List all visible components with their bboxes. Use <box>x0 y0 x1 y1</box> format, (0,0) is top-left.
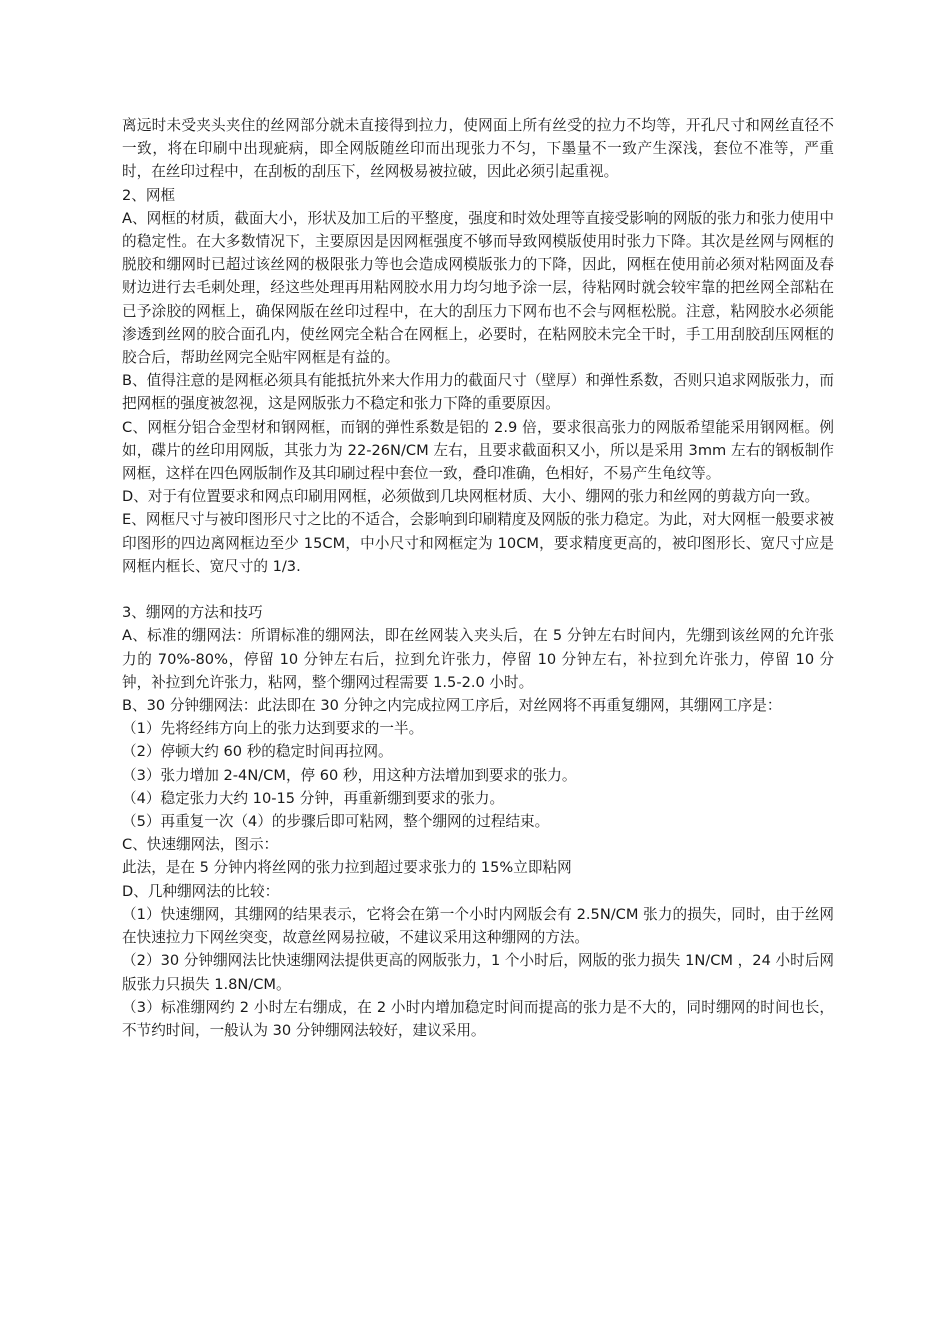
section-3-step-2: （2）停顿大约 60 秒的稳定时间再拉网。 <box>122 743 393 761</box>
section-3-paragraph-d: D、几种绷网法的比较： <box>122 882 280 900</box>
intro-paragraph: 离远时未受夹头夹住的丝网部分就未直接得到拉力，使网面上所有丝受的拉力不均等，开孔尺寸和网丝直径不一致，将在印刷中出现疵病，即全网版随丝印而出现张力不匀，下墨量不一致产生深浅，套位不准等，严重时，在丝印过程中，在刮板的刮压下，丝网极易被拉破，因此必须引起重视。 <box>122 117 834 181</box>
section-2-paragraph-e: E、网框尺寸与被印图形尺寸之比的不适合，会影响到印刷精度及网版的张力稳定。为此，对大网框一般要求被印图形的四边离网框边至少 15CM，中小尺寸和网框定为 10CM，要求精度更高的，被印图形长、宽尺寸应是网框内框长、宽尺寸的 1/3. <box>122 511 834 575</box>
section-3-comparison-2: （2）30 分钟绷网法比快速绷网法提供更高的网版张力，1 个小时后，网版的张力损失 1N/CM ，24 小时后网版张力只损失 1.8N/CM。 <box>122 952 834 993</box>
section-3-step-3: （3）张力增加 2-4N/CM，停 60 秒，用这种方法增加到要求的张力。 <box>122 766 577 784</box>
section-3-step-1: （1）先将经纬方向上的张力达到要求的一半。 <box>122 720 424 738</box>
section-2-paragraph-b: B、值得注意的是网框必须具有能抵抗外来大作用力的截面尺寸（壁厚）和弹性系数，否则只追求网版张力，而把网框的强度被忽视，这是网版张力不稳定和张力下降的重要原因。 <box>122 372 834 413</box>
section-3-paragraph-c: C、快速绷网法，图示： <box>122 836 279 854</box>
section-3-paragraph-b: B、30 分钟绷网法：此法即在 30 分钟之内完成拉网工序后，对丝网将不再重复绷网，其绷网工序是： <box>122 697 782 715</box>
section-3-paragraph-a: A、标准的绷网法：所谓标准的绷网法，即在丝网装入夹头后，在 5 分钟左右时间内，先绷到该丝网的允许张力的 70%-80%，停留 10 分钟左右后，拉到允许张力，停留 10 分钟左右，补拉到允许张力，停留 10 分钟，补拉到允许张力，粘网，整个绷网过程需要 1.5-2.0 小时。 <box>122 627 834 691</box>
document-body <box>122 114 834 1042</box>
section-3-step-4: （4）稳定张力大约 10-15 分钟，再重新绷到要求的张力。 <box>122 789 505 807</box>
section-2-paragraph-a: A、网框的材质，截面大小，形状及加工后的平整度，强度和时效处理等直接受影响的网版的张力和张力使用中的稳定性。在大多数情况下，主要原因是因网框强度不够而导致网模版使用时张力下降。其次是丝网与网框的脱胶和绷网时已超过该丝网的极限张力等也会造成网模版张力的下降，因此，网框在使用前必须对粘网面及春财边进行去毛刺处理，经这些处理再用粘网胶水用力均匀地予涂一层，待粘网时就会较牢靠的把丝网全部粘在已予涂胶的网框上，确保网版在丝印过程中，在大的刮压力下网布也不会与网框松脱。注意，粘网胶水必须能渗透到丝网的胶合面孔内，使丝网完全粘合在网框上，必要时，在粘网胶未完全干时，手工用刮胶刮压网框的胶合后，帮助丝网完全贴牢网框是有益的。 <box>122 209 834 367</box>
section-3-heading: 3、绷网的方法和技巧 <box>122 604 263 622</box>
section-2-paragraph-d: D、对于有位置要求和网点印刷用网框，必须做到几块网框材质、大小、绷网的张力和丝网的剪裁方向一致。 <box>122 488 820 506</box>
section-2-paragraph-c: C、网框分铝合金型材和钢网框，而钢的弹性系数是铝的 2.9 倍，要求很高张力的网版希望能采用钢网框。例如，碟片的丝印用网版，其张力为 22-26N/CM 左右，且要求截面积又小，所以是采用 3mm 左右的钢板制作网框，这样在四色网版制作及其印刷过程中套位一致，叠印准确，色相好，不易产生龟纹等。 <box>122 418 834 483</box>
section-3-paragraph-c-detail: 此法，是在 5 分钟内将丝网的张力拉到超过要求张力的 15%立即粘网 <box>122 859 572 877</box>
section-3-comparison-3: （3）标准绷网约 2 小时左右绷成，在 2 小时内增加稳定时间而提高的张力是不大的，同时绷网的时间也长，不节约时间，一般认为 30 分钟绷网法较好，建议采用。 <box>122 998 834 1039</box>
section-3-step-5: （5）再重复一次（4）的步骤后即可粘网，整个绷网的过程结束。 <box>122 813 550 831</box>
section-spacer <box>122 578 834 601</box>
section-3-comparison-1: （1）快速绷网，其绷网的结果表示，它将会在第一个小时内网版会有 2.5N/CM 张力的损失，同时，由于丝网在快速拉力下网丝突变，故意丝网易拉破，不建议采用这种绷网的方法。 <box>122 905 834 947</box>
section-2-heading: 2、网框 <box>122 186 176 204</box>
